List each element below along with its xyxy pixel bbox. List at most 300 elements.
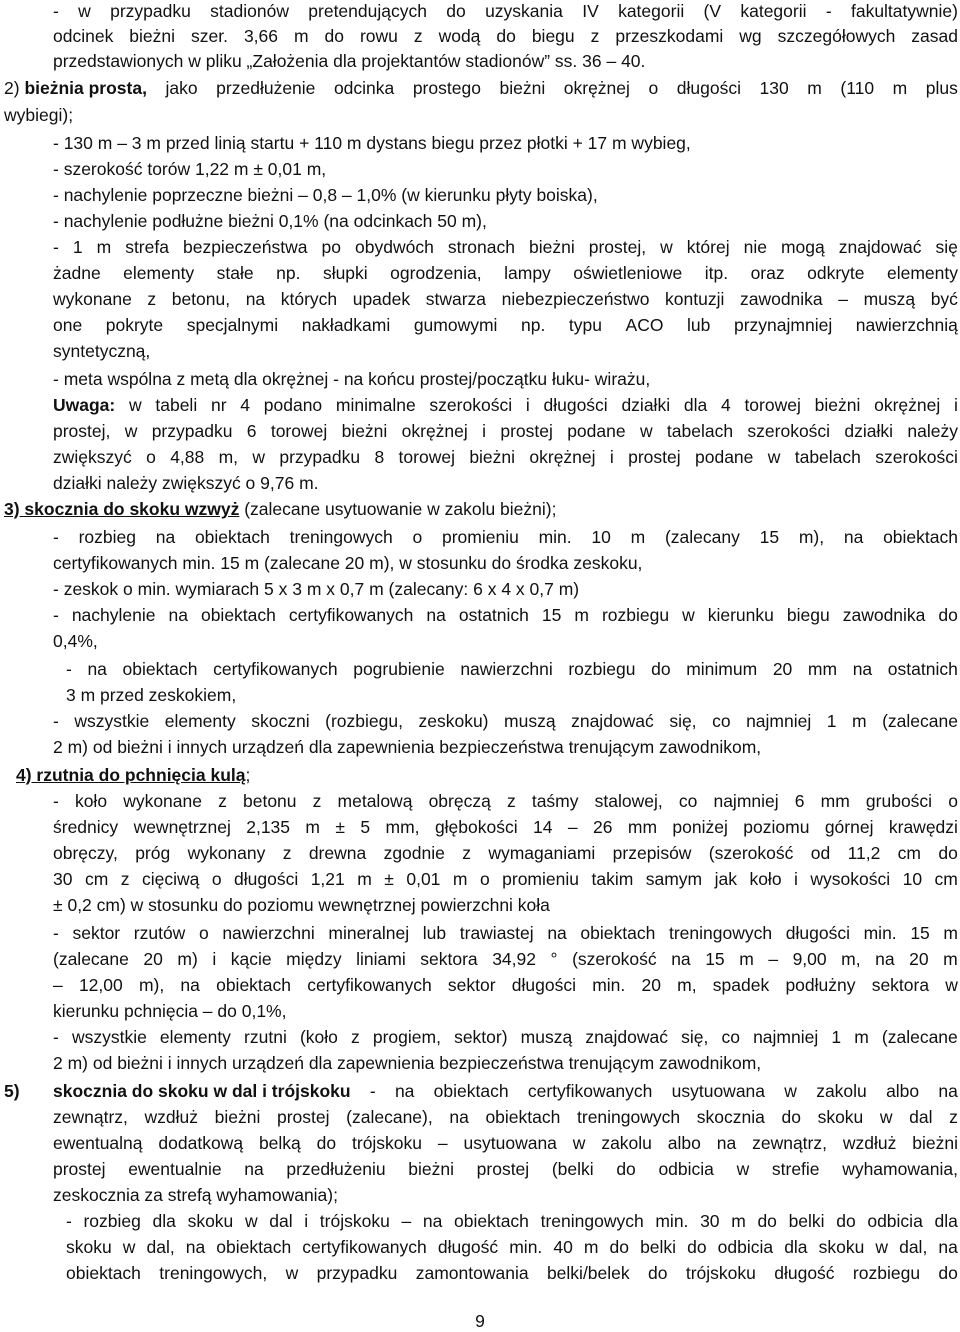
- word: i: [609, 447, 614, 467]
- word: z: [218, 791, 227, 811]
- word: zamontowania: [415, 1263, 529, 1283]
- list-item: [53, 1026, 958, 1050]
- word: certyfikowanych: [307, 975, 432, 995]
- word: odbicia: [867, 1211, 923, 1231]
- word: (szerokość: [708, 843, 794, 863]
- word: -: [66, 1211, 72, 1231]
- word: przypadku: [110, 1, 191, 21]
- word: stałe: [216, 263, 254, 283]
- word: bieżni: [528, 237, 575, 257]
- list-item: [53, 922, 958, 946]
- list-item: [53, 604, 958, 628]
- word: przedłużeniu: [286, 1159, 386, 1179]
- word: prostej,: [588, 237, 647, 257]
- list-item: [66, 658, 958, 682]
- word: m: [807, 78, 822, 98]
- word: na: [547, 923, 567, 943]
- word: ACO: [625, 315, 664, 335]
- word: mogą: [780, 237, 825, 257]
- word: szczegółowych: [777, 26, 896, 46]
- word: długości: [543, 395, 608, 415]
- word: próg: [135, 843, 171, 863]
- word: zawodnika: [842, 605, 926, 625]
- word: m: [852, 711, 867, 731]
- word: nawierzchni: [460, 659, 553, 679]
- section-number: 2): [4, 78, 25, 98]
- word: po: [321, 237, 341, 257]
- word: minimum: [686, 659, 758, 679]
- word: przypadku: [316, 1263, 398, 1283]
- word: podane: [567, 421, 626, 441]
- word: m: [293, 26, 309, 46]
- word: zewnątrz,: [53, 1107, 128, 1127]
- word: należy: [907, 421, 958, 441]
- text-line: kierunku pchnięcia – do 0,1%,: [53, 1001, 287, 1021]
- word: w: [736, 1159, 750, 1179]
- word: grubości: [865, 791, 933, 811]
- word: (zalecane: [53, 949, 129, 969]
- word: belki: [640, 1237, 677, 1257]
- word: np.: [521, 315, 546, 335]
- word: i: [482, 421, 487, 441]
- word: okrężnej: [401, 421, 468, 441]
- word: być: [930, 289, 958, 309]
- word: średnicy: [53, 817, 119, 837]
- word: jako: [165, 78, 198, 98]
- word: rozbieg: [78, 527, 136, 547]
- word: i: [525, 395, 530, 415]
- word: m,: [841, 949, 861, 969]
- section-2-lead: [4, 77, 147, 101]
- word: podano: [263, 395, 323, 415]
- word: przepisów: [612, 843, 692, 863]
- word: pretendujących: [308, 1, 427, 21]
- word: 15: [705, 949, 725, 969]
- word: na: [843, 527, 864, 547]
- word: obiektach: [200, 605, 276, 625]
- word: m,: [218, 447, 239, 467]
- word: sektor: [447, 975, 496, 995]
- word: min.: [863, 923, 897, 943]
- word: w: [572, 1133, 586, 1153]
- section-note: (zalecane usytuowanie w zakolu bieżni);: [239, 499, 557, 519]
- word: 6: [246, 421, 257, 441]
- word: treningowych: [668, 923, 773, 943]
- list-item: [53, 790, 958, 814]
- word: 12,00: [78, 975, 123, 995]
- word: na: [168, 605, 188, 625]
- word: -: [66, 659, 72, 679]
- word: m: [574, 605, 589, 625]
- word: odcinek: [53, 26, 114, 46]
- word: zakolu: [601, 1133, 652, 1153]
- word: do: [938, 1263, 958, 1283]
- word: zawodnika: [739, 289, 823, 309]
- word: m: [731, 1211, 746, 1231]
- text-line: syntetyczną,: [53, 341, 151, 361]
- word: na: [426, 605, 446, 625]
- word: (belki: [551, 1159, 594, 1179]
- text-line: [53, 868, 958, 892]
- word: liniami: [356, 949, 406, 969]
- word: dodatkową: [158, 1133, 244, 1153]
- word: wodą: [438, 26, 481, 46]
- word: wzdłuż: [842, 1133, 897, 1153]
- word: 14: [533, 817, 553, 837]
- word: wymaganiami: [488, 843, 596, 863]
- word: najmniej: [753, 1027, 819, 1047]
- word: ewentualną: [53, 1133, 143, 1153]
- word: 5: [360, 817, 371, 837]
- word: certyfikowanych: [288, 605, 414, 625]
- section-5-heading-line: [53, 1080, 958, 1104]
- word: 4: [240, 395, 251, 415]
- word: których: [280, 289, 338, 309]
- section-title: skocznia do skoku w dal i trójskoku: [53, 1081, 351, 1101]
- word: strefie: [771, 1159, 820, 1179]
- word: 15: [910, 923, 930, 943]
- text-line: 2 m) od bieżni i innych urządzeń dla zapewnienia bezpieczeństwa trenującym zawodnikom,: [53, 737, 762, 757]
- word: m: [630, 527, 646, 547]
- text-line: działki należy zwiększyć o 9,76 m.: [53, 473, 319, 493]
- text-line: [53, 1106, 958, 1130]
- word: taśmy: [531, 791, 579, 811]
- word: o: [948, 791, 958, 811]
- word: przedłużenie: [216, 78, 316, 98]
- word: kategorii: [618, 1, 685, 21]
- word: o: [211, 869, 222, 889]
- word: w: [875, 1237, 889, 1257]
- list-item: - meta wspólna z metą dla okrężnej - na końcu prostej/początku łuku- wirażu,: [53, 369, 651, 389]
- word: wewnętrznej: [133, 817, 231, 837]
- word: na: [245, 289, 266, 309]
- word: i: [794, 869, 798, 889]
- word: w: [122, 1237, 136, 1257]
- word: na: [422, 1211, 443, 1231]
- word: cm: [897, 843, 921, 863]
- word: prostej: [277, 1107, 330, 1127]
- word: min.: [538, 527, 572, 547]
- word: m),: [798, 527, 825, 547]
- list-item: - szerokość torów 1,22 m ± 0,01 m,: [53, 159, 327, 179]
- word: skoku: [818, 1237, 865, 1257]
- word: okrężnej: [529, 447, 596, 467]
- word: 20: [772, 659, 793, 679]
- word: bieżni: [814, 395, 861, 415]
- section-2-heading-line: [4, 77, 958, 101]
- word: minimalne: [335, 395, 416, 415]
- word: -: [53, 711, 59, 731]
- word: elementy: [123, 263, 195, 283]
- word: się: [935, 237, 958, 257]
- word: odcinka: [333, 78, 395, 98]
- word: obiektach: [433, 1081, 509, 1101]
- word: (koło: [299, 1027, 338, 1047]
- word: obręczą: [428, 791, 491, 811]
- word: 15: [759, 527, 780, 547]
- word: muszą: [863, 289, 916, 309]
- word: 8: [374, 447, 385, 467]
- word: pogrubienie: [353, 659, 445, 679]
- text-line: [53, 948, 958, 972]
- word: sektor: [72, 923, 121, 943]
- word: albo: [667, 1133, 701, 1153]
- word: w: [128, 395, 142, 415]
- text-line: przedstawionych w pliku „Założenia dla projektantów stadionów” ss. 36 – 40.: [53, 51, 646, 71]
- text-line: [53, 262, 958, 286]
- word: 20: [641, 975, 661, 995]
- word: zakolu: [816, 1081, 867, 1101]
- word: 40: [553, 1237, 573, 1257]
- word: niebezpieczeństwo: [501, 289, 650, 309]
- word: obręczy,: [53, 843, 118, 863]
- word: (rozbiegu,: [325, 711, 403, 731]
- text-line: ± 0,2 cm) w stosunku do poziomu wewnętrznej powierzchni koła: [53, 895, 550, 915]
- word: IV: [582, 1, 599, 21]
- text-line: [53, 288, 958, 312]
- list-item: - nachylenie podłużne bieżni 0,1% (na odcinkach 50 m),: [53, 211, 487, 231]
- word: itp.: [704, 263, 729, 283]
- word: żadne: [53, 263, 101, 283]
- word: 4,88: [170, 447, 205, 467]
- word: obiektach: [485, 1107, 561, 1127]
- word: 1: [831, 1027, 842, 1047]
- word: rowu: [359, 26, 398, 46]
- word: 11,2: [847, 843, 881, 863]
- word: w: [78, 1, 91, 21]
- list-item: - zeskok o min. wymiarach 5 x 3 m x 0,7 m (zalecany: 6 x 4 x 0,7 m): [53, 579, 580, 599]
- word: m: [96, 237, 112, 257]
- word: z: [312, 791, 322, 811]
- word: uzyskania: [485, 1, 563, 21]
- word: treningowych,: [159, 1263, 268, 1283]
- word: co: [678, 791, 698, 811]
- word: do: [496, 26, 516, 46]
- word: prostej,: [53, 421, 111, 441]
- word: stwarza: [425, 289, 487, 309]
- word: wszystkie: [74, 711, 150, 731]
- word: do: [324, 26, 344, 46]
- word: z: [413, 26, 423, 46]
- word: wzdłuż: [144, 1107, 199, 1127]
- note-line: [53, 394, 958, 418]
- word: wyhamowania,: [842, 1159, 958, 1179]
- word: (zalecany: [664, 527, 740, 547]
- word: szerokości: [429, 395, 513, 415]
- word: bezpieczeństwa: [182, 237, 308, 257]
- word: obydwóch: [355, 237, 434, 257]
- word: odbicia: [658, 1159, 714, 1179]
- word: spadek: [712, 975, 770, 995]
- word: na: [449, 1107, 469, 1127]
- section-5-number: 5): [4, 1081, 20, 1101]
- word: koło: [749, 869, 782, 889]
- text-line: certyfikowanych min. 15 m (zalecane 20 m), w stosunku do środka zeskoku,: [53, 553, 643, 573]
- word: kącie: [230, 949, 272, 969]
- word: ±: [384, 869, 394, 889]
- word: do: [446, 1, 466, 21]
- word: tabelach: [794, 447, 861, 467]
- word: lampy: [504, 263, 551, 283]
- word: na: [716, 1133, 737, 1153]
- word: obiektach: [580, 923, 656, 943]
- word: 1: [72, 237, 83, 257]
- word: w: [124, 421, 138, 441]
- word: do: [651, 659, 671, 679]
- word: dal,: [146, 1237, 175, 1257]
- word: mm: [807, 659, 838, 679]
- word: o: [146, 447, 156, 467]
- word: rozbiegu: [568, 659, 636, 679]
- word: jak: [714, 869, 737, 889]
- word: kierunku: [707, 605, 774, 625]
- word: 3,66: [243, 26, 278, 46]
- word: 130: [759, 78, 789, 98]
- word: tabelach: [666, 421, 734, 441]
- word: wysokości: [810, 869, 891, 889]
- word: one: [53, 315, 83, 335]
- word: 1: [826, 711, 837, 731]
- word: 34,92: [492, 949, 536, 969]
- word: do: [836, 1211, 856, 1231]
- word: do: [938, 605, 958, 625]
- word: promieniu: [502, 869, 579, 889]
- word: bieżni: [129, 26, 176, 46]
- word: betonu,: [171, 289, 231, 309]
- note-label: Uwaga:: [53, 395, 116, 415]
- word: fakultatywnie): [850, 1, 958, 21]
- word: o: [648, 78, 659, 98]
- word: z: [590, 26, 600, 46]
- word: gumowymi: [413, 315, 498, 335]
- word: o: [412, 527, 423, 547]
- word: 15: [541, 605, 562, 625]
- word: działki: [621, 395, 671, 415]
- text-line: [53, 420, 958, 444]
- text-line: [53, 816, 958, 840]
- word: rzutów: [133, 923, 186, 943]
- word: z: [949, 1107, 958, 1127]
- word: elementy: [164, 711, 236, 731]
- word: na: [87, 659, 107, 679]
- word: -: [53, 605, 59, 625]
- word: na: [394, 1081, 415, 1101]
- word: wszystkie: [71, 1027, 147, 1047]
- word: do: [648, 1263, 668, 1283]
- text-line: [53, 314, 958, 338]
- word: np.: [276, 263, 301, 283]
- text-line: wybiegi);: [4, 105, 74, 125]
- word: lub: [687, 315, 711, 335]
- word: usytuowana: [463, 1133, 557, 1153]
- word: długości: [234, 869, 299, 889]
- section-4-heading-line: [16, 764, 250, 788]
- word: z: [120, 869, 130, 889]
- word: obiektach: [216, 975, 292, 995]
- word: dla: [784, 1237, 808, 1257]
- word: okrężnej: [874, 395, 941, 415]
- word: sektor): [454, 1027, 508, 1047]
- word: przynajmniej: [733, 315, 833, 335]
- word: dla: [152, 1211, 176, 1231]
- word: stalowej,: [594, 791, 663, 811]
- word: muszą: [520, 1027, 573, 1047]
- text-line: [53, 1132, 958, 1156]
- list-item: - nachylenie poprzeczne bieżni – 0,8 – 1,0% (w kierunku płyty boiska),: [53, 185, 598, 205]
- word: w: [945, 975, 958, 995]
- word: min.: [509, 1237, 543, 1257]
- word: na: [180, 975, 200, 995]
- word: z: [351, 1027, 360, 1047]
- word: –: [768, 949, 779, 969]
- word: do: [781, 1107, 801, 1127]
- word: na: [185, 1237, 206, 1257]
- word: lub: [422, 923, 447, 943]
- word: z: [282, 843, 292, 863]
- word: mm: [627, 817, 658, 837]
- word: m: [583, 1237, 599, 1257]
- word: biegu: [786, 605, 830, 625]
- word: stadionów: [210, 1, 289, 21]
- section-title: 3) skocznia do skoku wzwyż: [4, 499, 240, 519]
- text-line: [66, 1236, 958, 1260]
- word: dla: [683, 395, 708, 415]
- word: 10: [591, 527, 611, 547]
- word: -: [53, 1, 59, 21]
- word: cm: [84, 869, 109, 889]
- word: szer.: [191, 26, 228, 46]
- word: trójskoku: [352, 1133, 423, 1153]
- word: –: [567, 817, 578, 837]
- word: obiektach: [454, 1211, 529, 1231]
- word: dal: [269, 1211, 293, 1231]
- word: tabeli: [155, 395, 198, 415]
- word: do: [316, 1133, 337, 1153]
- word: specjalnymi: [186, 315, 279, 335]
- word: okrężnej: [563, 78, 630, 98]
- word: na: [938, 1237, 958, 1257]
- word: albo: [886, 1081, 920, 1101]
- word: skoczni: [251, 711, 310, 731]
- word: min.: [592, 975, 626, 995]
- word: m,: [677, 975, 697, 995]
- word: szerokości: [747, 421, 831, 441]
- word: dal: [909, 1107, 933, 1127]
- word: belki/belek: [546, 1263, 630, 1283]
- word: (V: [703, 1, 722, 21]
- word: dla: [934, 1211, 958, 1231]
- word: na: [671, 949, 691, 969]
- word: w: [244, 1211, 258, 1231]
- word: sektora: [420, 949, 478, 969]
- word: do: [616, 1159, 636, 1179]
- word: obiektach: [194, 527, 270, 547]
- section-title: 4) rzutnia do pchnięcia kulą: [16, 765, 246, 785]
- word: certyfikowanych: [527, 1081, 653, 1101]
- word: w: [285, 1263, 299, 1283]
- word: ewentualnie: [128, 1159, 222, 1179]
- word: bieżni: [214, 1107, 261, 1127]
- word: o: [479, 869, 490, 889]
- list-item: [66, 1210, 958, 1234]
- word: drewna: [308, 843, 367, 863]
- word: m: [357, 869, 372, 889]
- word: do: [687, 1237, 707, 1257]
- word: co: [721, 1027, 740, 1047]
- word: w: [660, 237, 673, 257]
- word: biegu: [531, 26, 575, 46]
- word: 1,21: [310, 869, 345, 889]
